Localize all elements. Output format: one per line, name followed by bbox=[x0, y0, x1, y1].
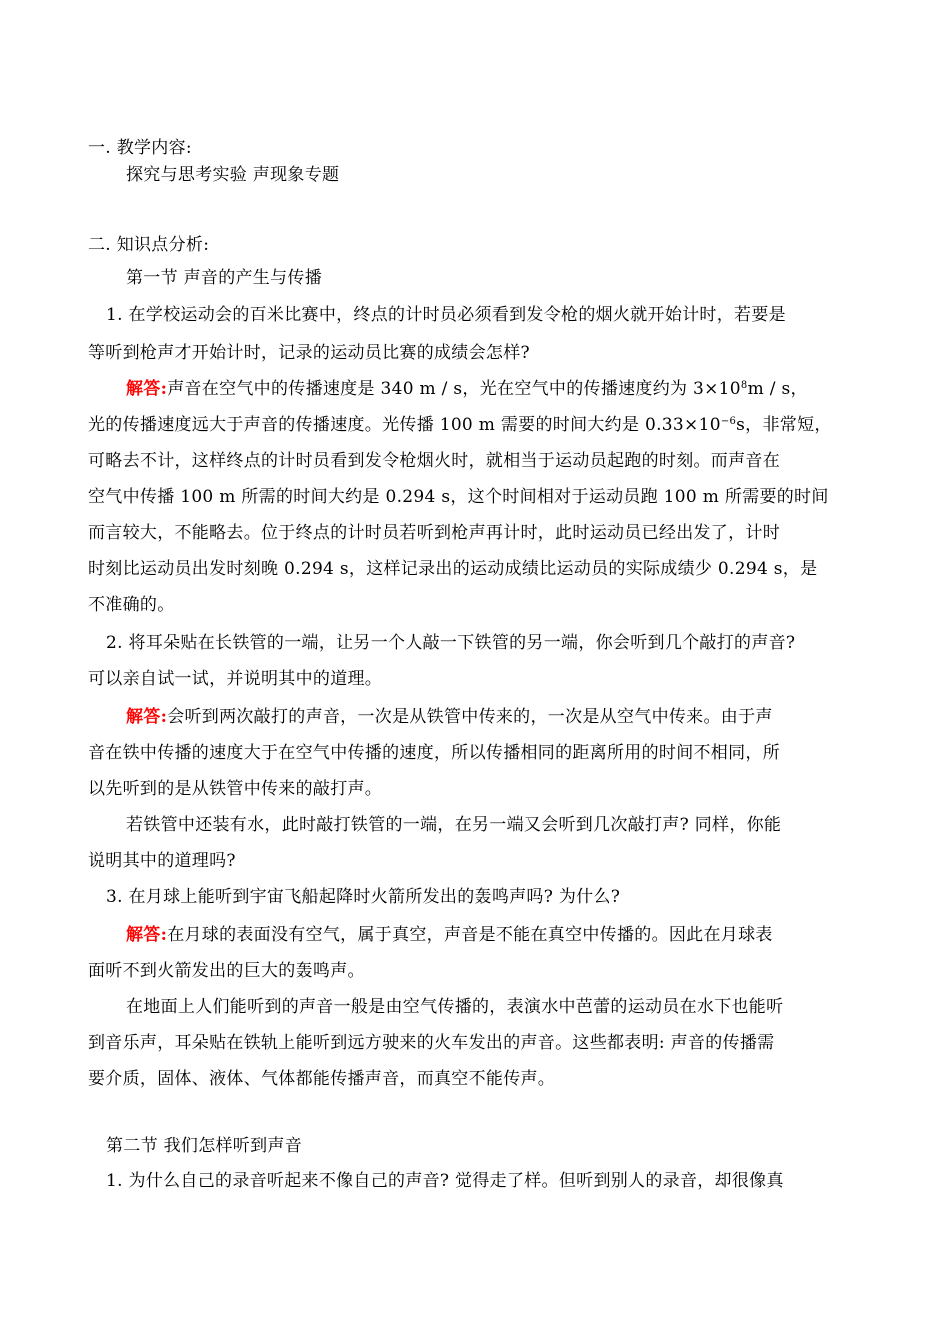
answer-1-line-5: 而言较大，不能略去。位于终点的计时员若听到枪声再计时，此时运动员已经出发了，计时 bbox=[88, 523, 780, 543]
answer-3-extra-line-3: 要介质，固体、液体、气体都能传播声音，而真空不能传声。 bbox=[88, 1069, 556, 1089]
answer-2-line-1 bbox=[126, 706, 773, 728]
question-2-line-1: 2. 将耳朵贴在长铁管的一端，让另一个人敲一下铁管的另一端，你会听到几个敲打的声音? bbox=[106, 633, 796, 653]
answer-1-line-6: 时刻比运动员出发时刻晚 0.294 s，这样记录出的运动成绩比运动员的实际成绩少 0.294 s，是 bbox=[88, 559, 818, 579]
answer-3-extra-line-1: 在地面上人们能听到的声音一般是由空气传播的，表演水中芭蕾的运动员在水下也能听 bbox=[126, 997, 784, 1017]
topic-line: 探究与思考实验 声现象专题 bbox=[126, 165, 340, 185]
answer-2-line-3: 以先听到的是从铁管中传来的敲打声。 bbox=[88, 779, 383, 799]
answer-2-text: 会听到两次敲打的声音，一次是从铁管中传来的，一次是从空气中传来。由于声 bbox=[167, 707, 773, 727]
answer-1-text-a: 声音在空气中的传播速度是 340 m / s，光在空气中的传播速度约为 3×10 bbox=[167, 379, 741, 399]
answer-3-extra-line-2: 到音乐声，耳朵贴在铁轨上能听到远方驶来的火车发出的声音。这些都表明: 声音的传播需 bbox=[88, 1033, 775, 1053]
section-2-question-1: 1. 为什么自己的录音听起来不像自己的声音? 觉得走了样。但听到别人的录音，却很像真 bbox=[106, 1171, 784, 1191]
answer-label: 解答: bbox=[126, 379, 168, 399]
answer-1-line-4: 空气中传播 100 m 所需的时间大约是 0.294 s，这个时间相对于运动员跑 100 m 所需要的时间 bbox=[88, 487, 829, 507]
question-3: 3. 在月球上能听到宇宙飞船起降时火箭所发出的轰鸣声吗? 为什么? bbox=[106, 887, 621, 907]
answer-1-text-d: s，非常短， bbox=[736, 415, 832, 435]
answer-1-text-c: 光的传播速度远大于声音的传播速度。光传播 100 m 需要的时间大约是 0.33×10 bbox=[88, 415, 721, 435]
section-2-title: 第二节 我们怎样听到声音 bbox=[106, 1136, 303, 1156]
heading-knowledge-analysis: 二. 知识点分析: bbox=[88, 235, 210, 255]
answer-3-line-2: 面听不到火箭发出的巨大的轰鸣声。 bbox=[88, 961, 365, 981]
answer-1-exponent-a: 8 bbox=[740, 380, 748, 391]
answer-label: 解答: bbox=[126, 925, 168, 945]
answer-1-line-3: 可略去不计，这样终点的计时员看到发令枪烟火时，就相当于运动员起跑的时刻。而声音在 bbox=[88, 451, 780, 471]
question-2-extra-line-2: 说明其中的道理吗? bbox=[88, 851, 236, 871]
answer-2-line-2: 音在铁中传播的速度大于在空气中传播的速度，所以传播相同的距离所用的时间不相同，所 bbox=[88, 743, 780, 763]
answer-3-line-1 bbox=[126, 924, 773, 946]
answer-label: 解答: bbox=[126, 707, 168, 727]
answer-3-text: 在月球的表面没有空气，属于真空，声音是不能在真空中传播的。因此在月球表 bbox=[167, 925, 773, 945]
question-2-line-2: 可以亲自试一试，并说明其中的道理。 bbox=[88, 669, 383, 689]
question-2-extra-line-1: 若铁管中还装有水，此时敲打铁管的一端，在另一端又会听到几次敲打声? 同样，你能 bbox=[126, 815, 782, 835]
answer-1-line-2 bbox=[88, 414, 832, 436]
answer-1-line-1 bbox=[126, 378, 808, 400]
answer-1-line-7: 不准确的。 bbox=[88, 595, 175, 615]
heading-teaching-content: 一. 教学内容: bbox=[88, 138, 192, 158]
section-1-title: 第一节 声音的产生与传播 bbox=[126, 268, 323, 288]
question-1-line-1: 1. 在学校运动会的百米比赛中，终点的计时员必须看到发令枪的烟火就开始计时，若要是 bbox=[106, 305, 786, 325]
question-1-line-2: 等听到枪声才开始计时，记录的运动员比赛的成绩会怎样? bbox=[88, 343, 530, 363]
answer-1-exponent-b: −6 bbox=[720, 416, 737, 427]
answer-1-text-b: m / s， bbox=[747, 379, 808, 399]
